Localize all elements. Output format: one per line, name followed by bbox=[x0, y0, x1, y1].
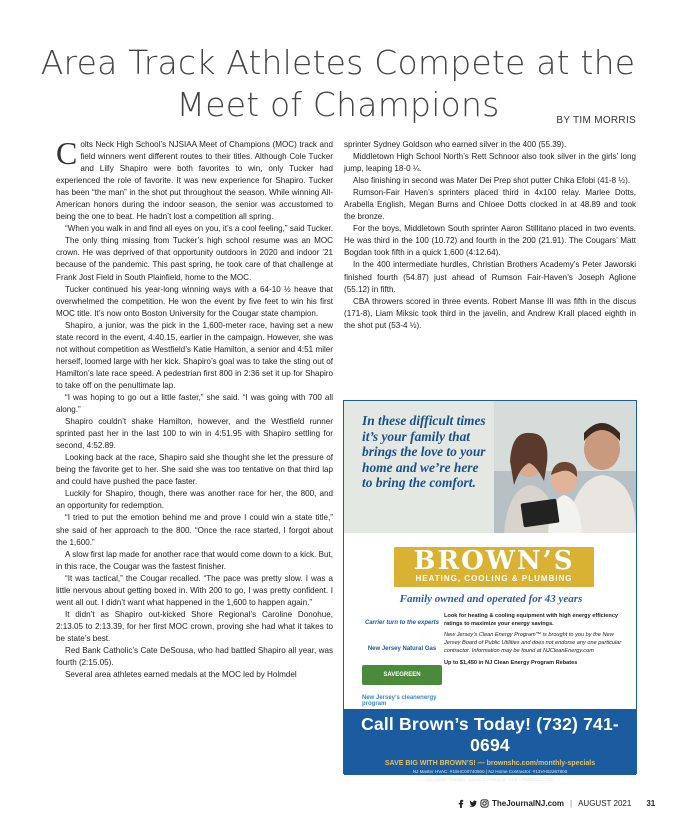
browns-advertisement[interactable] bbox=[343, 400, 637, 782]
partner-logos bbox=[362, 613, 442, 717]
article-paragraph: Also finishing in second was Mater Dei Prep shot putter Chika Efobi (41-8 ½). bbox=[353, 176, 631, 186]
byline: BY TIM MORRIS bbox=[556, 115, 636, 126]
footer-separator: | bbox=[570, 799, 573, 808]
brand-name: BROWN’S bbox=[413, 546, 575, 576]
specials-link[interactable]: SAVE BIG WITH BROWN’S! — brownshc.com/monthly-specials bbox=[384, 760, 596, 767]
ad-headline: In these difficult times it’s your family that brings the love to your home and we’re here to bring the comfort. bbox=[362, 413, 486, 491]
article-paragraph: For the boys, Middletown South sprinter Aaron Stillitano placed in two events. He was third in the 100 (10.72) and fourth in the 200 (21.91). The Cougars’ Matt Bogdan took fifth in a quick 1,600 (4:12.64). bbox=[344, 224, 636, 258]
article-title-line-2: Meet of Champions bbox=[176, 85, 500, 124]
article-paragraph: Several area athletes earned medals at the MOC led by Holmdel bbox=[65, 670, 297, 680]
article-paragraph: “It was tactical,” the Cougar recalled. “The pace was pretty slow. I was a little nervous about getting boxed in. With 200 to go, I was pretty confident. I went all out. I didn’t want what happened in the 1,600 to happen again.” bbox=[56, 573, 333, 607]
article-paragraph: Shapiro, a junior, was the pick in the 1,600-meter race, having set a new state record in the event, 4:40.15, earlier in the campaign. However, she was not without competition as Westfield’s Katie Hamilton, a senior and 4:51 miler herself, loomed large with her kick. Shapiro’s goal was to take the sting out of Hamilton’s late race speed. A pedestrian first 800 in 2:36 set it up for Shapiro to take off on the penultimate lap. bbox=[56, 320, 333, 390]
ad-tagline: Family owned and operated for 43 years bbox=[399, 593, 583, 605]
call-to-action-band[interactable] bbox=[344, 709, 636, 782]
license-line: NJ Master Plumber, James D’Annunzio NJ lic. #36BI01277500 bbox=[426, 777, 554, 782]
site-url[interactable]: TheJournalNJ.com bbox=[492, 799, 565, 808]
facebook-icon[interactable] bbox=[456, 799, 465, 808]
browns-logo bbox=[394, 547, 594, 587]
ad-body-paragraph: Look for heating & cooling equipment with high energy efficiency ratings to maximize your energy savings. bbox=[444, 613, 619, 627]
article-paragraph: sprinter Sydney Goldson who earned silver in the 400 (55.39). bbox=[344, 140, 567, 149]
article-column-right bbox=[344, 139, 636, 332]
article-title-line-1: Area Track Athletes Compete at the bbox=[40, 43, 636, 82]
article-paragraph: Looking back at the race, Shapiro said she thought she let the pressure of being the favorite get to her. She said she was too tentative on that third lap and could have pushed the pace faster. bbox=[56, 453, 333, 487]
ad-body-paragraph: Up to $1,450 in NJ Clean Energy Program Rebates bbox=[444, 659, 578, 666]
ad-body bbox=[444, 613, 626, 671]
article-paragraph: Shapiro couldn’t shake Hamilton, however, and the Westfield runner sprinted past her in the last 100 to win in 4:51.95 with Shapiro settling for second, 4:52.89. bbox=[56, 417, 333, 451]
article-paragraph: Tucker continued his year-long winning ways with a 64-10 ½ heave that overwhelmed the competition. He won the event by five feet to win his first MOC title. It’s now onto Boston University for the Cougar state champion. bbox=[56, 284, 333, 318]
article-paragraph: Luckily for Shapiro, though, there was another race for her, the 800, and an opportunity for redemption. bbox=[56, 489, 333, 511]
savegreen-logo: SAVEGREEN bbox=[362, 665, 442, 685]
article-paragraph: The only thing missing from Tucker’s high school resume was an MOC crown. He was deprived of that opportunity outdoors in 2020 and indoor ’21 because of the pandemic. This past spring, he took care of that challenge at Frank Jost Field in South Plainfield, home to the MOC. bbox=[56, 236, 333, 282]
page-footer bbox=[456, 799, 655, 808]
instagram-icon[interactable] bbox=[480, 799, 489, 808]
article-paragraph: Colts Neck High School’s NJSIAA Meet of Champions (MOC) track and field winners went different routes to their titles. Although Cole Tucker and Lilly Shapiro were both favorites to win, only Tucker had experienced the role of favorite. It was new experience for Shapiro. Tucker has been “the man” in the shot put throughout the season. While winning All-American honors during the indoor season, the senior was accustomed to being the one to beat. He hadn’t lost a competition all spring. bbox=[56, 135, 333, 222]
article-paragraph: It didn’t as Shapiro out-kicked Shore Regional’s Caroline Donohue, 2:13.05 to 2:13.39, for her first MOC crown, proving she had what it takes to be state’s best. bbox=[56, 609, 333, 643]
issue-date: AUGUST 2021 bbox=[578, 799, 632, 808]
article-paragraph: In the 400 intermediate hurdles, Christian Brothers Academy’s Peter Jaworski finished fourth (54.87) just ahead of Rumson Fair-Haven’s Joseph Aglione (55.12) in fifth. bbox=[344, 260, 636, 294]
article-paragraph: “I tried to put the emotion behind me and prove I could win a state title,” she said of her approach to the 800. “Once the race started, I forgot about the 1,600.” bbox=[56, 513, 333, 547]
article-title bbox=[40, 42, 636, 126]
article-paragraph: CBA throwers scored in three events. Robert Manse III was fifth in the discus (171-8), Liam Miksic took third in the javelin, and Andrew Krall placed eighth in the shot put (53-4 ½). bbox=[344, 296, 636, 330]
drop-cap: C bbox=[56, 135, 78, 171]
article-paragraph: “I was hoping to go out a little faster,” she said. “I was going with 700 all along.” bbox=[56, 392, 333, 415]
page-number: 31 bbox=[646, 799, 656, 808]
article-column-left bbox=[56, 135, 333, 681]
clean-energy-logo: New Jersey’s cleanenergy program bbox=[362, 695, 437, 707]
article-paragraph: A slow first lap made for another race that would come down to a kick. But, in this race, the Cougar was the fastest finisher. bbox=[56, 549, 333, 571]
nj-natural-gas-logo: New Jersey Natural Gas bbox=[367, 646, 437, 652]
article-paragraph: Rumson-Fair Haven’s sprinters placed third in 4x100 relay. Marlee Dotts, Arabella English, Megan Burns and Chloee Dotts clocked in at 48.89 and took the bronze. bbox=[344, 188, 636, 222]
brand-subtitle: HEATING, COOLING & PLUMBING bbox=[415, 574, 573, 583]
carrier-logo: Carrier turn to the experts bbox=[364, 620, 440, 626]
article-paragraph: “When you walk in and find all eyes on you, it’s a cool feeling,” said Tucker. bbox=[65, 224, 333, 234]
phone-cta[interactable]: Call Brown’s Today! (732) 741-0694 bbox=[361, 714, 619, 755]
license-line: NJ Master HVAC: #19HC00740600 | NJ Home Contractor: #13VH02267800 bbox=[412, 769, 568, 774]
family-photo bbox=[344, 401, 636, 533]
ad-body-paragraph: New Jersey’s Clean Energy Program™ is brought to you by the New Jersey Board of Public Utilities and does not endorse any one particular contractor. Information may be found at NJCleanEnergy.com bbox=[444, 632, 622, 654]
article-paragraph: Middletown High School North’s Rett Schnoor also took silver in the girls’ long jump, leaping 18-0 ¼. bbox=[344, 152, 636, 174]
twitter-icon[interactable] bbox=[468, 799, 477, 808]
article-paragraph: Red Bank Catholic’s Cate DeSousa, who had battled Shapiro all year, was fourth (2:15.05). bbox=[56, 645, 333, 668]
